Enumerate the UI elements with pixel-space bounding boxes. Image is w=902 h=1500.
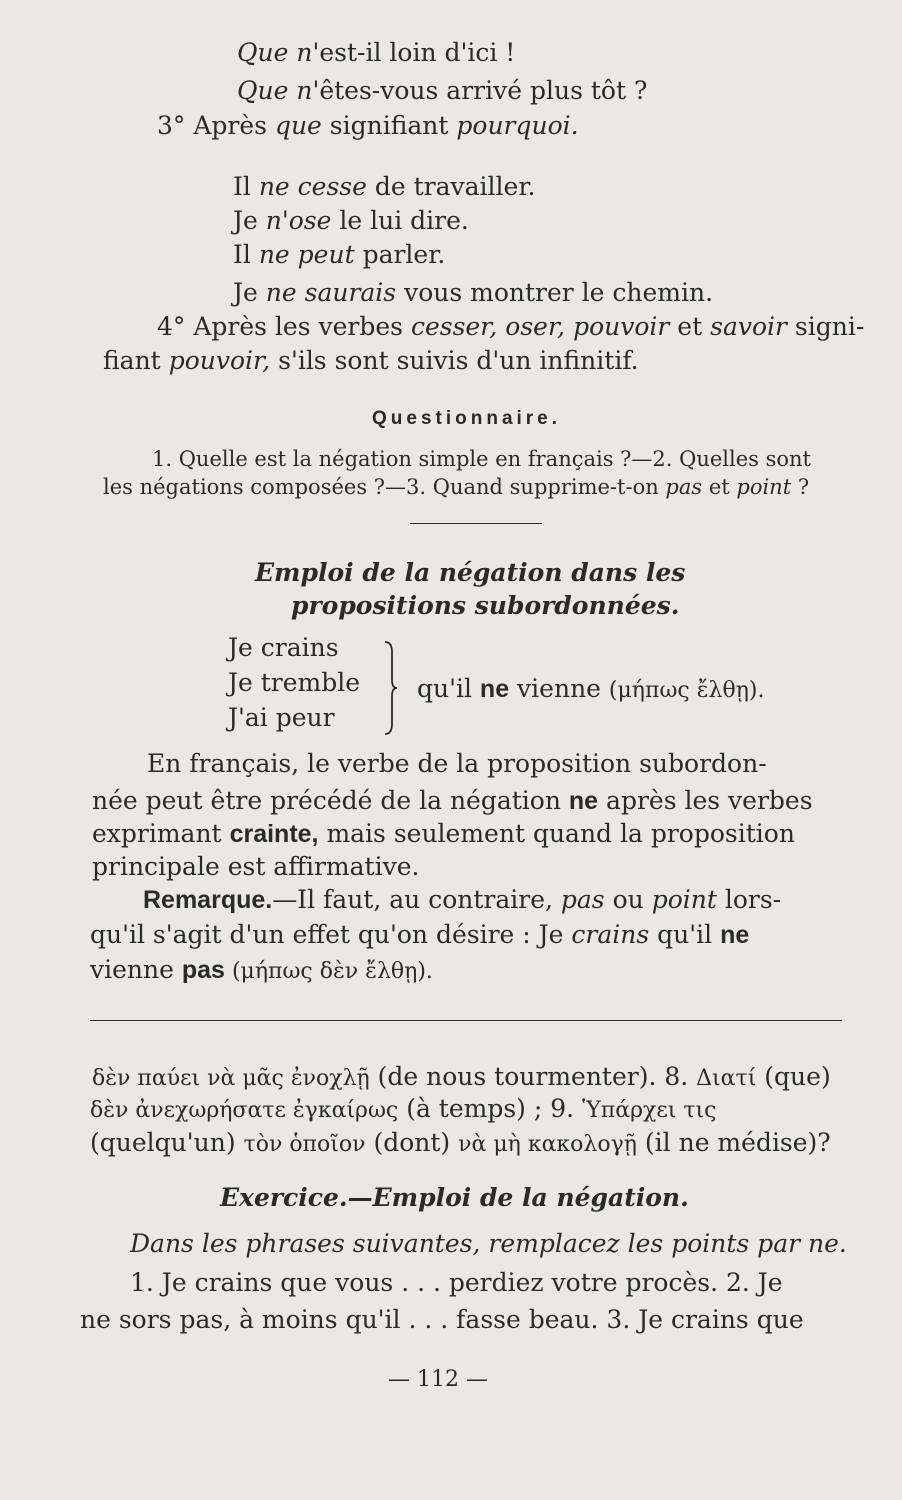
section-divider — [410, 523, 542, 524]
paragraph-line: En français, le verbe de la proposition subordon- — [147, 749, 767, 778]
footnote-line: δὲν παύει νὰ μᾶς ἐνοχλῇ (de nous tourmenter). 8. Διατί (que) — [92, 1062, 831, 1091]
questionnaire-line: les négations composées ?—3. Quand supprime-t-on pas et point ? — [103, 475, 810, 499]
example-line: Que n'est-il loin d'ici ! — [237, 38, 516, 67]
rule-heading: 3° Après que signifiant pourquoi. — [157, 111, 579, 140]
verb-item: Je tremble — [228, 668, 361, 697]
verb-item: J'ai peur — [228, 703, 335, 732]
verb-item: Je crains — [228, 633, 339, 662]
remark-line: Remarque.—Il faut, au contraire, pas ou point lors- — [143, 885, 782, 914]
footnote-line: δὲν ἀνεχωρήσατε ἐγκαίρως (à temps) ; 9. Ὑπάρχει τις — [90, 1094, 717, 1123]
section-title: propositions subordonnées. — [291, 591, 680, 620]
paragraph-line: principale est affirmative. — [92, 852, 420, 881]
example-line: Il ne cesse de travailler. — [233, 172, 536, 201]
questionnaire-line: 1. Quelle est la négation simple en français ?—2. Quelles sont — [152, 447, 811, 471]
exercise-line: 1. Je crains que vous . . . perdiez votre procès. 2. Je — [130, 1268, 783, 1297]
footnote-divider — [90, 1020, 842, 1021]
page-number: — 112 — — [388, 1367, 488, 1392]
exercise-line: ne sors pas, à moins qu'il . . . fasse beau. 3. Je crains que — [80, 1305, 804, 1334]
remark-line: qu'il s'agit d'un effet qu'on désire : Je crains qu'il ne — [90, 920, 750, 949]
paragraph-line: née peut être précédé de la négation ne après les verbes — [92, 786, 813, 815]
subordinate-clause: qu'il ne vienne (μήπως ἔλθῃ). — [417, 674, 765, 703]
questionnaire-title: Questionnaire. — [372, 408, 562, 429]
example-line: Il ne peut parler. — [233, 240, 446, 269]
paragraph-line: exprimant crainte, mais seulement quand la proposition — [92, 819, 795, 848]
exercise-instruction: Dans les phrases suivantes, remplacez les points par ne. — [130, 1229, 847, 1258]
curly-brace-icon — [383, 640, 397, 736]
example-line: Que n'êtes-vous arrivé plus tôt ? — [237, 76, 648, 105]
rule-paragraph: 4° Après les verbes cesser, oser, pouvoir et savoir signi- — [157, 312, 865, 341]
example-line: Je ne saurais vous montrer le chemin. — [233, 278, 714, 307]
remark-line: vienne pas (μήπως δὲν ἔλθῃ). — [90, 955, 433, 984]
section-title: Emploi de la négation dans les — [255, 558, 686, 587]
footnote-line: (quelqu'un) τὸν ὁποῖον (dont) νὰ μὴ κακολογῇ (il ne médise)? — [90, 1128, 831, 1157]
exercise-title: Exercice.—Emploi de la négation. — [220, 1183, 689, 1212]
rule-paragraph: fiant pouvoir, s'ils sont suivis d'un infinitif. — [103, 346, 639, 375]
example-line: Je n'ose le lui dire. — [233, 206, 469, 235]
